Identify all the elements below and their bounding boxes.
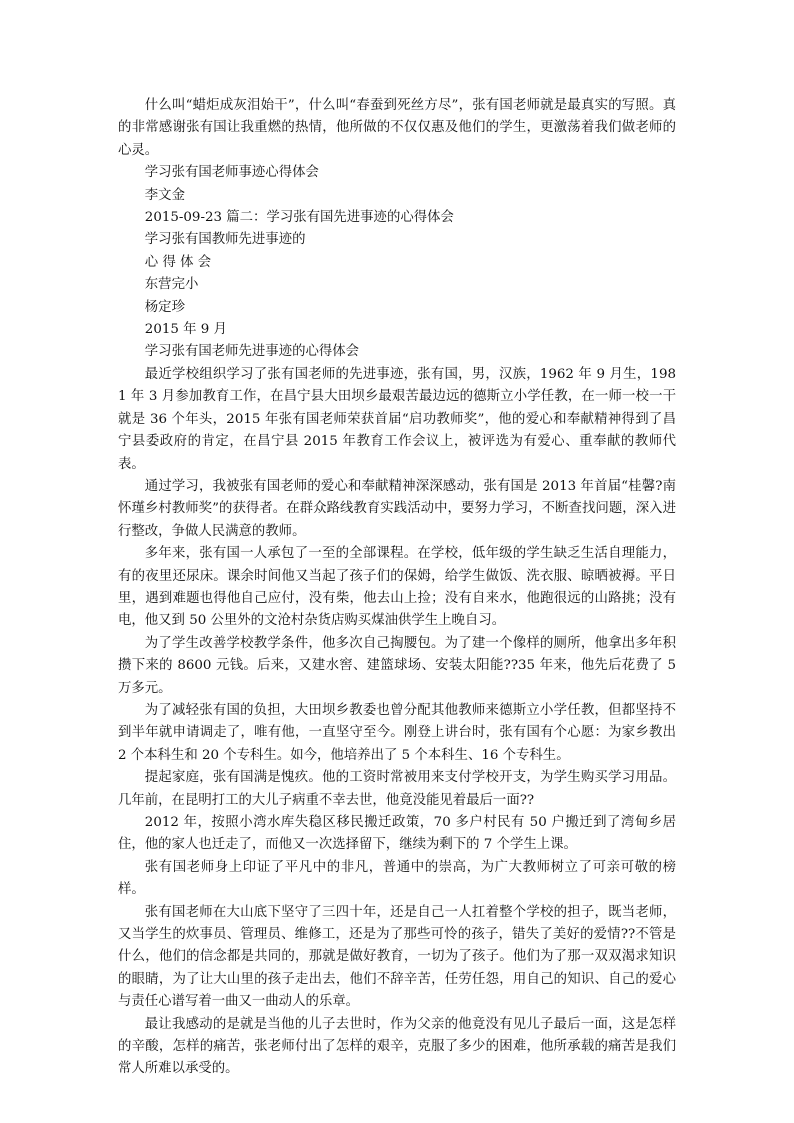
paragraph-body: 多年来，张有国一人承包了一至的全部课程。在学校，低年级的学生缺乏生活自理能力，有的夜里还尿床。课余时间他又当起了孩子们的保姆，给学生做饭、洗衣服、晾晒被褥。平日里，遇到难题也得他自己应付，没有柴，他去山上捡；没有自来水，他跑很远的山路挑；没有电，他又到 50 公里外的文沧村杂货店购买煤油供学生上晚自习。 (118, 546, 676, 629)
subtitle-line-2: 心 得 体 会 (144, 254, 212, 270)
paragraph-intro: 什么叫“蜡炬成灰泪始干”，什么叫“春蚕到死丝方尽”，张有国老师就是最真实的写照。真的非常感谢张有国让我重燃的热情，他所做的不仅仅惠及他们的学生，更激荡着我们做老师的心灵。 (118, 98, 676, 158)
date-line: 2015 年 9 月 (144, 322, 227, 338)
date-heading-line: 2015-09-23 篇二：学习张有国先进事迹的心得体会 (144, 210, 454, 226)
section-title: 学习张有国老师先进事迹的心得体会 (144, 344, 360, 360)
paragraph-body: 为了学生改善学校教学条件，他多次自己掏腰包。为了建一个像样的厕所，他拿出多年积攒下来的 8600 元钱。后来，又建水窖、建篮球场、安装太阳能??35 年来，他先后花费了 5 万多元。 (118, 635, 676, 696)
subtitle-line: 学习张有国教师先进事迹的 (144, 232, 306, 248)
paragraph-body: 2012 年，按照小湾水库失稳区移民搬迁政策，70 多户村民有 50 户搬迁到了湾甸乡居住，他的家人也迁走了，而他又一次选择留下，继续为剩下的 7 个学生上课。 (118, 815, 676, 853)
paragraph-body: 张有国老师在大山底下坚守了三四十年，还是自己一人扛着整个学校的担子，既当老师，又当学生的炊事员、管理员、维修工，还是为了那些可怜的孩子，错失了美好的爱情??不管是什么，他们的信念都是共同的，那就是做好教育，一切为了孩子。他们为了那一双双渴求知识的眼睛，为了让大山里的孩子走出去，他们不辞辛苦，任劳任怨，用自己的知识、自己的爱心与责任心谱写着一曲又一曲动人的乐章。 (118, 904, 676, 1010)
paragraph-body: 最让我感动的是就是当他的儿子去世时，作为父亲的他竟没有见儿子最后一面，这是怎样的辛酸，怎样的痛苦，张老师付出了怎样的艰辛，克服了多少的困难，他所承载的痛苦是我们常人所难以承受的。 (118, 1016, 676, 1077)
paragraph-body: 通过学习，我被张有国老师的爱心和奉献精神深深感动，张有国是 2013 年首届“桂馨?南怀瑾乡村教师奖”的获得者。在群众路线教育实践活动中，要努力学习，不断查找问题，深入进行整改，争做人民满意的教师。 (118, 478, 676, 539)
paragraph-body: 提起家庭，张有国满是愧疚。他的工资时常被用来支付学校开支，为学生购买学习用品。几年前，在昆明打工的大儿子病重不幸去世，他竟没能见着最后一面?? (118, 770, 676, 808)
author-line-2: 杨定珍 (144, 299, 185, 315)
author-line: 李文金 (144, 187, 185, 203)
paragraph-body: 张有国老师身上印证了平凡中的非凡，普通中的崇高，为广大教师树立了可亲可敬的榜样。 (118, 859, 676, 898)
paragraph-body: 最近学校组织学习了张有国老师的先进事迹，张有国，男，汉族，1962 年 9 月生，1981 年 3 月参加教育工作，在昌宁县大田坝乡最艰苦最边远的德斯立小学任教，在一师一校一干就是 36 个年头，2015 年张有国老师荣获首届“启功教师奖”，他的爱心和奉献精神得到了昌宁县委政府的肯定，在昌宁县 2015 年教育工作会议上，被评选为有爱心、重奉献的教师代表。 (118, 366, 676, 472)
school-line: 东营完小 (144, 277, 199, 293)
paragraph-body: 为了减轻张有国的负担，大田坝乡教委也曾分配其他教师来德斯立小学任教，但都坚持不到半年就申请调走了，唯有他，一直坚守至今。刚登上讲台时，张有国有个心愿：为家乡教出 2 个本科生和 20 个专科生。如今，他培养出了 5 个本科生、16 个专科生。 (118, 702, 676, 763)
title-line: 学习张有国老师事迹心得体会 (144, 165, 319, 181)
